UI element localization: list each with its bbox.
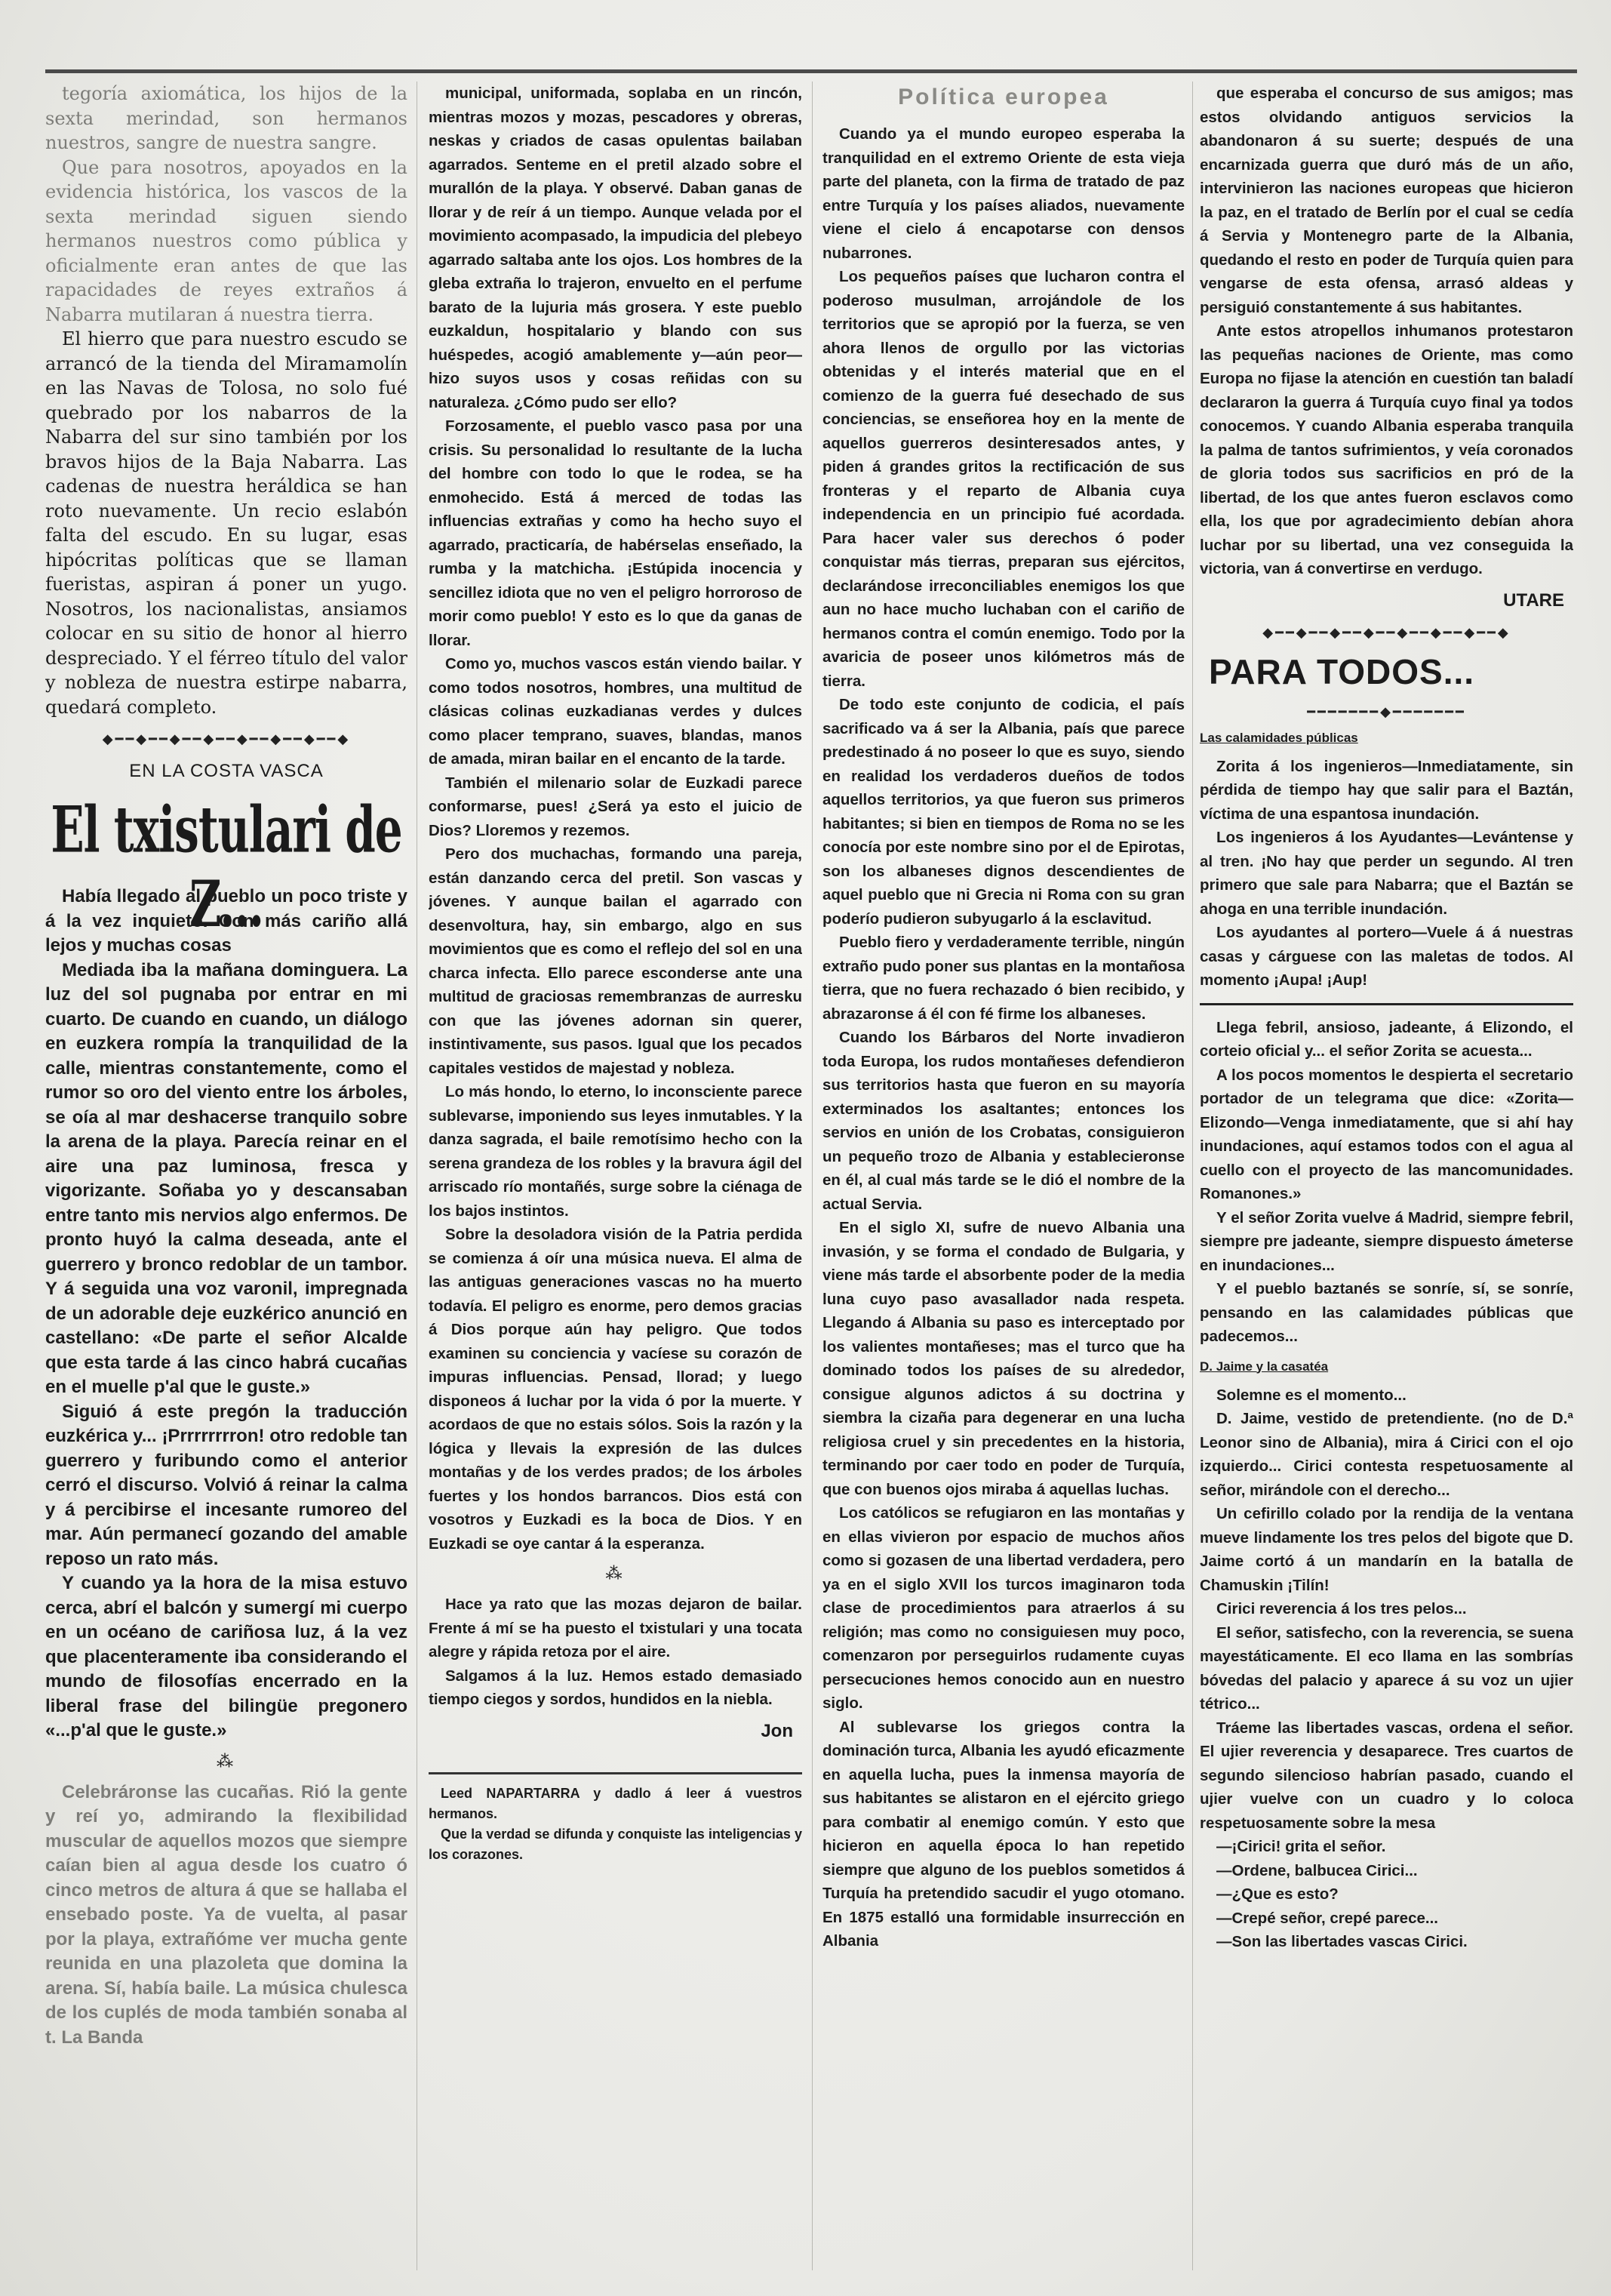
paragraph: Hace ya rato que las mozas dejaron de bailar. Frente á mí se ha puesto el txistulari y una tocata alegre y rápida retoza por el aire. — [429, 1596, 802, 1660]
paragraph: Salgamos á la luz. Hemos estado demasiado tiempo ciegos y sordos, hundidos en la niebla. — [429, 1667, 802, 1708]
paragraph: D. Jaime, vestido de pretendiente. (no de D.ª Leonor sino de Albania), mira á Cirici con el ojo izquierdo... Cirici contesta respetuosamente al señor, mirándole con el derecho... — [1200, 1410, 1573, 1499]
author-signature: UTARE — [1503, 589, 1564, 611]
paragraph: Y el pueblo baztanés se sonríe, sí, se sonríe, pensando en las calamidades públicas que padecemos... — [1200, 1280, 1573, 1345]
top-rule — [45, 69, 1577, 73]
paragraph: Pero dos muchachas, formando una pareja, están danzando cerca del pretil. Son vascas y jóvenes. Y aunque bailan el agarrado con desenvoltura, hay, sin embargo, algo en sus movimientos que es como el reflejo del sol en una charca infecta. Ello parece esconderse ante una multitud de graciosas remembranzas de aurresku con que las jóvenes adornan sin querer, instintivamente, sus pasos. Igual que los pecados capitales vestidos de majestad y nobleza. — [429, 845, 802, 1077]
paragraph: Zorita á los ingenieros—Inmediatamente, sin pérdida de tiempo hay que salir para el Baztán, víctima de una espantosa inundación. — [1200, 757, 1573, 823]
ornament-divider: ◆━━◆━━◆━━◆━━◆━━◆━━◆━━◆ — [1262, 624, 1511, 641]
paragraph: El hierro que para nuestro escudo se arrancó de la tienda del Miramamolín en las Navas de Tolosa, no solo fué quebrado por los nabarros de la Nabarra del sur sino también por los bravos hijos de la Baja Nabarra. Las cadenas de nuestra heráldica se han roto nuevamente. Un recio eslabón falta del escudo. En su lugar, esas hipócritas políticas que se llaman fueristas, aspiran á poner un yugo. Nosotros, los nacionalistas, ansiamos colocar en su sitio de honor al hierro despreciado. Y el férreo título del valor y nobleza de nuestra estirpe nabarra, quedará completo. — [45, 328, 407, 718]
article-title: El txistulari de Z... — [51, 793, 402, 942]
paragraph: Los pequeños países que lucharon contra el poderoso musulman, arrojándole de los territorios que se apropió por la fuerza, se ven ahora llenos de orgullo por las victorias obtenidas y el interés material que en el comienzo de la guerra fué desechado de sus conciencias, se enseñorea hoy en la mente de aquellos guerreros desinteresados antes, y piden á grandes gritos la rectificación de sus fronteras y el reparto de Albania cuya independencia en un principio fué acordada. Para hacer valer sus derechos ó poder conquistar más tierras, preparan sus ejércitos, declarándose irreconciliables enemigos los que aun no hace mucho luchaban con el cariño de hermanos contra el común enemigo. Todo por la avaricia de poseer unos kilómetros más de tierra. — [822, 268, 1185, 690]
section-heading: EN LA COSTA VASCA — [129, 761, 324, 781]
paragraph: Los ingenieros á los Ayudantes—Levántense y al tren. ¡No hay que perder un segundo. Al tren primero que sale para Nabarra; que el Baztán se ahoga en una terrible inundación. — [1200, 829, 1573, 918]
article-title: Política europea — [898, 85, 1109, 109]
paragraph: Siguió á este pregón la traducción euzkérica y... ¡Prrrrrrrron! otro redoble tan guerrero y furibundo como el anterior cerró el discurso. Volvió á reinar la calma y á percibirse el incesante rumoreo del mar. Aún permanecí gozando del amable reposo un rato más. — [45, 1401, 407, 1569]
column-3 — [822, 82, 1185, 2270]
paragraph: que esperaba el concurso de sus amigos; mas estos olvidando antiguos servicios la abandonaron á su suerte; después de una encarnizada guerra que duró más de un año, intervinieron las naciones europeas que hicieron la paz, en el tratado de Berlín por el cual se cedía á Servia y Montenegro parte de la Albania, quedando el resto en poder de Turquía quien para vengarse de esta ofensa, arrasó aldeas y persiguió constantemente á sus habitantes. — [1200, 85, 1573, 316]
section-stars: ⁂ — [217, 1752, 236, 1771]
author-signature: Jon — [761, 1720, 793, 1741]
paragraph: Había llegado al pueblo un poco triste y á la vez inquieto. Con más cariño allá lejos y muchas cosas — [45, 886, 407, 956]
section-stars: ⁂ — [605, 1565, 626, 1584]
divider-line — [1200, 1003, 1573, 1005]
notice-line: Leed NAPARTARRA y dadlo á leer á vuestros hermanos. — [429, 1785, 802, 1821]
column-4 — [1200, 82, 1573, 2270]
paragraph: Los católicos se refugiaron en las montañas y en ellas vivieron por espacio de muchos años como si gozasen de una libertad verdadera, pero ya en el siglo XVII los turcos imaginaron toda clase de procedimientos para atraerlos á su religión; mas como no consiguiesen muy poco, comenzaron por perseguirlos rudamente cuyas persecuciones hemos conocido aun en nuestro siglo. — [822, 1504, 1185, 1712]
paragraph: Y cuando ya la hora de la misa estuvo cerca, abrí el balcón y sumergí mi cuerpo en un océano de cariñosa luz, á la vez que placenteramente iba considerando el mundo de filosofías encerrado en la liberal frase del bilingüe pregonero «...p'al que le guste.» — [45, 1573, 407, 1740]
paragraph: Llega febril, ansioso, jadeante, á Elizondo, el corteio oficial y... el señor Zorita se acuesta... — [1200, 1018, 1573, 1060]
dialog-line: —Ordene, balbucea Cirici... — [1216, 1861, 1418, 1879]
column-divider — [1192, 82, 1193, 2270]
paragraph: Cuando ya el mundo europeo esperaba la tranquilidad en el extremo Oriente de esta vieja parte del planeta, con la firma de tratado de paz entre Turquía y los países aliados, nuevamente viene el cielo á encapotarse con densos nubarrones. — [822, 125, 1185, 262]
column-divider — [812, 82, 813, 2270]
column-1 — [45, 82, 407, 2270]
paragraph: Mediada iba la mañana dominguera. La luz del sol pugnaba por entrar en mi cuarto. De cuando en cuando, un diálogo en euzkera rompía la tranquilidad de la calle, mientras constantemente, como el rumor so oro del viento entre los árboles, se oía al mar deshacerse tranquilo sobre la arena de la playa. Parecía reinar en el aire una paz luminosa, fresca y vigorizante. Soñaba yo y descansaban entre tanto mis nervios algo enfermos. De pronto huyó la calma deseada, ante el guerrero y bronco redoblar de un tambor. Y á seguida una voz varonil, impregnada de un adorable deje euzkérico anunció en castellano: «De parte el señor Alcalde que esta tarde á las cinco habrá cucañas en el muelle p'al que le guste.» — [45, 959, 407, 1397]
paragraph: tegoría axiomática, los hijos de la sexta merindad, son hermanos nuestros, sangre de nuestra sangre. — [45, 83, 407, 153]
paragraph: Lo más hondo, lo eterno, lo inconsciente parece sublevarse, imponiendo sus leyes inmutables. Y la danza sagrada, el baile remotísimo hecho con la serena grandeza de los robles y la bravura ágil del arriscado río montañés, surge sobre la ciénaga de los bajos instintos. — [429, 1083, 802, 1220]
paragraph: Como yo, muchos vascos están viendo bailar. Y como todos nosotros, hombres, una multitud de clásicas colinas euzkadianas verdes y dulces como placer temprano, suaves, blandas, manos de amada, miran bailar en el encanto de la tarde. — [429, 655, 802, 768]
dialog-line: —¡Cirici! grita el señor. — [1216, 1838, 1386, 1855]
paragraph: Un cefirillo colado por la rendija de la ventana mueve lindamente los tres pelos del bigote que D. Jaime cortó á un mandarín en la batalla de Chamuskin ¡Tilín! — [1200, 1505, 1573, 1594]
paragraph: Forzosamente, el pueblo vasco pasa por una crisis. Su personalidad lo resultante de la lucha del hombre con todo lo que le rodea, se ha enmohecido. Está á merced de todas las influencias extrañas y como ha hecho suyo el agarrado, practicaría, de habérselas enseñado, la rumba y la matchicha. ¡Estúpida inocencia y sencillez idiota que no ven el peligro horroroso de morir como pueblo! Y esto es lo que da ganas de llorar. — [429, 417, 802, 649]
subsection-heading: D. Jaime y la casatéa — [1200, 1359, 1329, 1374]
paragraph: En el siglo XI, sufre de nuevo Albania una invasión, y se forma el condado de Bulgaria, y viene más tarde el absorbente poder de la media luna cuyo paso avasallador nada respeta. Llegando á Albania su paso es interceptado por los valientes montañeses; mas el turco que ha dominado todos los países de su alrededor, consigue algunos adictos á su doctrina y siembra la cizaña para degenerar en una lucha religiosa cruel y sin precedentes en la historia, terminando por caer todo en poder de Turquía, que con buenos ojos miraba á aquellas luchas. — [822, 1219, 1185, 1498]
paragraph: Que para nosotros, apoyados en la evidencia histórica, los vascos de la sexta merindad siguen siendo hermanos nuestros como pública y oficialmente eran antes de que las rapacidades de reyes extraños á Nabarra mutilaran á nuestra tierra. — [45, 156, 407, 325]
ornament-divider: ━━━━━━━◆━━━━━━━ — [1307, 703, 1466, 720]
paragraph: Sobre la desoladora visión de la Patria perdida se comienza á oír una música nueva. El alma de las antiguas generaciones vascas no ha muerto todavía. El peligro es enorme, pero demos gracias á Dios porque aún hay peligro. Que todos examinen su conciencia y vacíese su corazón de impuras influencias. Pensad, llorad; y luego disponeos á luchar por la vida ó por la muerte. Y acordaos de que no estais sólos. Sois la razón y la lógica y llevais la expresión de las dulces montañas y de los verdes prados; de los árboles fuertes y los hondos barrancos. Dios está con vosotros y Euzkadi es la boca de Dios. Y en Euzkadi se oye cantar á la esperanza. — [429, 1226, 802, 1553]
paragraph: De todo este conjunto de codicia, el país sacrificado va á ser la Albania, país que parece predestinado á no poseer lo que es suyo, siendo en realidad los verdaderos dueños de todos aquellos territorios, ya que fueron sus primeros habitantes; si bien en tiempos de Roma no se les conocía por este nombre sino por el de Epirotas, son los albaneses dignos descendientes de aquel pueblo que ni Grecia ni Roma con su gran poderío pudieron subyugarlo á la esclavitud. — [822, 696, 1185, 928]
section-title: PARA TODOS... — [1209, 651, 1475, 691]
ornament-divider: ◆━━◆━━◆━━◆━━◆━━◆━━◆━━◆ — [102, 731, 351, 747]
paragraph: Y el señor Zorita vuelve á Madrid, siempre febril, siempre pre jadeante, siempre dispuesto ámeterse en inundaciones... — [1200, 1208, 1573, 1274]
paragraph: Solemne es el momento... — [1216, 1386, 1407, 1404]
paragraph: Tráeme las libertades vascas, ordena el señor. El ujier reverencia y desaparece. Tres cuartos de segundo silencioso habrían pasado, cuando el ujier vuelve con un cuadro y lo coloca respetuosamente sobre la mesa — [1200, 1719, 1573, 1832]
subsection-heading: Las calamidades públicas — [1200, 730, 1358, 745]
paragraph: A los pocos momentos le despierta el secretario portador de un telegrama que dice: «Zorita—Elizondo—Venga inmediatamente, que si ahí hay inundaciones, aquí estamos todos con el agua al cuello con el proyecto de las mancomunidades. Romanones.» — [1200, 1066, 1573, 1202]
notice-box — [429, 1772, 802, 1865]
paragraph: Al sublevarse los griegos contra la dominación turca, Albania les ayudó eficazmente en aquella lucha, pues la inmensa mayoría de sus habitantes se alistaron en el ejército griego para combatir al enemigo común. Y esto que hicieron en aquella época lo han repetido siempre que alguno de los pueblos sometidos á Turquía ha pretendido sacudir el yugo otomano. En 1875 estalló una formidable insurrección en Albania — [822, 1718, 1185, 1950]
notice-line: Que la verdad se difunda y conquiste las inteligencias y los corazones. — [429, 1826, 802, 1862]
paragraph: Pueblo fiero y verdaderamente terrible, ningún extraño pudo poner sus plantas en la montañosa tierra, que no fuera rechazado ó bien recibido, y abrazaronse á él con fé firme los albaneses. — [822, 934, 1185, 1023]
paragraph: municipal, uniformada, soplaba en un rincón, mientras mozos y mozas, pescadores y obreras, neskas y criados de casas opulentas bailaban agarrados. Senteme en el pretil alzado sobre el murallón de la playa. Y observé. Daban ganas de llorar y de reír á un tiempo. Aunque velada por el movimiento acompasado, la impudicia del plebeyo agarrado saltaba ante los ojos. Los hombres de la gleba extraña lo trajeron, envuelto en el perfume barato de la lujuria más grosera. Y este pueblo euzkaldun, hospitalario y blando con sus huéspedes, acogió amablemente y—aún peor—hizo suyos usos y cosas reñidas con su naturaleza. ¿Cómo pudo ser ello? — [429, 85, 802, 411]
dialog-line: —Son las libertades vascas Cirici. — [1216, 1933, 1468, 1950]
paragraph: El señor, satisfecho, con la reverencia, se suena mayestáticamente. El eco llama en las sombrías bóvedas del palacio y aparece á su voz un ujier tétrico... — [1200, 1624, 1573, 1713]
paragraph: Celebráronse las cucañas. Rió la gente y reí yo, admirando la flexibilidad muscular de aquellos mozos que siempre caían bien al agua desde los cuatro ó cinco metros de altura á que se hallaba el ensebado poste. Ya de vuelta, al pasar por la playa, extrañóme ver mucha gente reunida en una plazoleta que domina la arena. Sí, había baile. La música chulesca de los cuplés de moda también sonaba al t. La Banda — [45, 1781, 407, 2048]
dialog-line: —¿Que es esto? — [1216, 1885, 1339, 1903]
paragraph: Cirici reverencia á los tres pelos... — [1216, 1600, 1467, 1617]
paragraph: También el milenario solar de Euzkadi parece conformarse, pues! ¿Será ya esto el juicio de Dios? Lloremos y rezemos. — [429, 774, 802, 839]
paragraph: Ante estos atropellos inhumanos protestaron las pequeñas naciones de Oriente, mas como Europa no fijase la atención en cuestión tan baladí declararon la guerra á Turquía cuyo final ya todos conocemos. Y cuando Albania esperaba tranquila la palma de tantos sufrimientos, y veía coronados de gloria todos sus sacrificios en pró de la libertad, de los que antes fueron esclavos como ella, los que por agradecimiento debían ahora luchar por su libertad, una vez conseguida la victoria, van á convertirse en verdugo. — [1200, 322, 1573, 577]
paragraph: Cuando los Bárbaros del Norte invadieron toda Europa, los rudos montañeses defendieron sus territorios hasta que fueron en su mayoría exterminados los asaltantes; entonces los servios en unión de los Crobatas, consiguieron un pequeño trozo de Albania y establecieronse en él, al cual más tarde se le dió el nombre de la actual Servia. — [822, 1029, 1185, 1213]
column-2 — [429, 82, 802, 2270]
paragraph: Los ayudantes al portero—Vuele á á nuestras casas y cárguese con las maletas de todos. Al momento ¡Aupa! ¡Aup! — [1200, 924, 1573, 989]
dialog-line: —Crepé señor, crepé parece... — [1216, 1909, 1438, 1927]
